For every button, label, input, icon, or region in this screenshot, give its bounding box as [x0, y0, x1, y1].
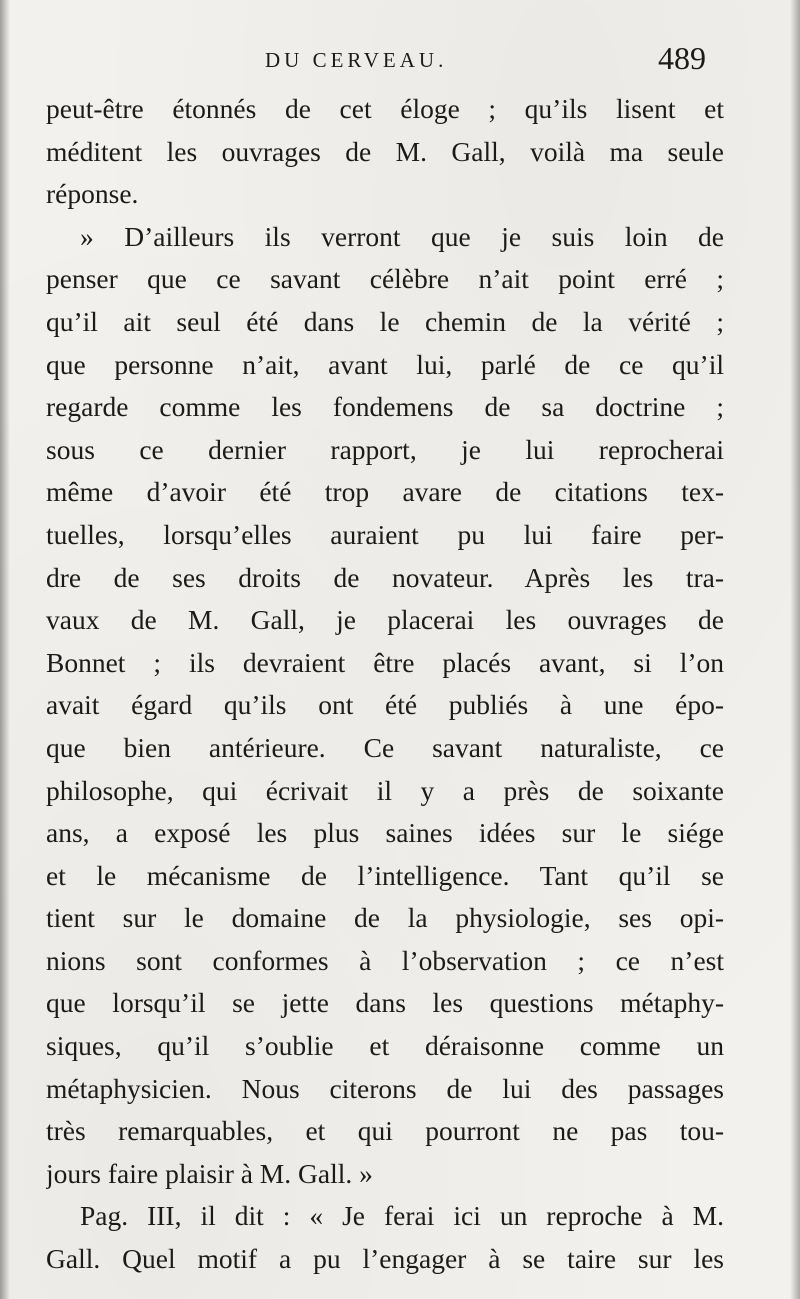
running-head	[0, 36, 800, 96]
page-number: 489	[658, 40, 706, 76]
text-line: sous ce dernier rapport, je lui reprocherai	[46, 433, 724, 465]
text-line: peut-être étonnés de cet éloge ; qu’ils lisent et	[46, 93, 724, 124]
text-line: que personne n’ait, avant lui, parlé de ce qu’il	[46, 348, 724, 380]
text-line: » D’ailleurs ils verront que je suis loin de	[80, 220, 724, 252]
text-line: dre de ses droits de novateur. Après les tra-	[46, 561, 724, 593]
text-line: et le mécanisme de l’intelligence. Tant qu’il se	[46, 859, 724, 891]
text-line: avait égard qu’ils ont été publiés à une épo-	[46, 689, 724, 721]
text-line: philosophe, qui écrivait il y a près de soixante	[46, 774, 724, 806]
running-title: DU CERVEAU.	[265, 48, 448, 72]
text-line: que bien antérieure. Ce savant naturaliste, ce	[46, 731, 724, 763]
text-line: vaux de M. Gall, je placerai les ouvrages de	[46, 604, 724, 636]
text-line: penser que ce savant célèbre n’ait point erré ;	[46, 263, 724, 295]
text-line: tient sur le domaine de la physiologie, ses opi-	[46, 902, 724, 934]
text-line: réponse.	[46, 178, 139, 210]
text-line: nions sont conformes à l’observation ; ce n’est	[46, 944, 724, 976]
text-line: tuelles, lorsqu’elles auraient pu lui faire per-	[46, 518, 724, 550]
body-text	[46, 88, 724, 1281]
text-line: siques, qu’il s’oublie et déraisonne comme un	[46, 1030, 724, 1062]
text-line: même d’avoir été trop avare de citations tex-	[46, 476, 724, 508]
text-line: Pag. III, il dit : « Je ferai ici un reproche à M.	[80, 1200, 724, 1232]
text-line: regarde comme les fondemens de sa doctrine ;	[46, 391, 724, 423]
text-line: méditent les ouvrages de M. Gall, voilà ma seule	[46, 135, 724, 167]
text-line: qu’il ait seul été dans le chemin de la vérité ;	[46, 305, 724, 337]
text-line: très remarquables, et qui pourront ne pas tou-	[46, 1115, 724, 1147]
text-line: jours faire plaisir à M. Gall. »	[46, 1157, 373, 1189]
text-line: que lorsqu’il se jette dans les questions métaphy-	[46, 987, 724, 1019]
text-line: Gall. Quel motif a pu l’engager à se taire sur les	[46, 1243, 724, 1275]
text-line: Bonnet ; ils devraient être placés avant, si l’on	[46, 646, 724, 678]
text-line: métaphysicien. Nous citerons de lui des passages	[46, 1072, 724, 1104]
text-line: ans, a exposé les plus saines idées sur le siége	[46, 817, 724, 849]
